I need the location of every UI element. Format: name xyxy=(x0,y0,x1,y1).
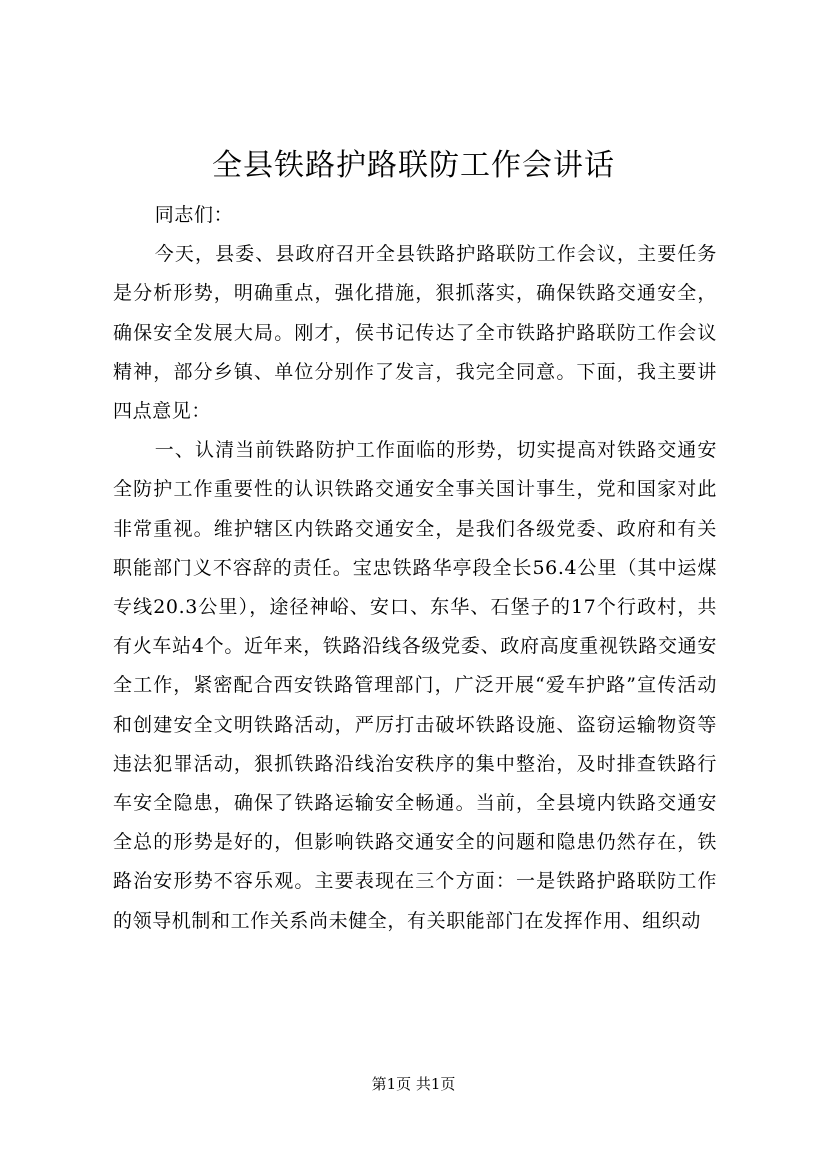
page-footer: 第1页 共1页 xyxy=(371,1075,456,1093)
paragraph-section-one: 一、认清当前铁路防护工作面临的形势，切实提高对铁路交通安全防护工作重要性的认识铁路交通安全事关国计事生，党和国家对此非常重视。维护辖区内铁路交通安全，是我们各级党委、政府和有关职能部门义不容辞的责任。宝忠铁路华亭段全长56.4公里（其中运煤专线20.3公里），途径神峪、安口、东华、石堡子的17个行政村，共有火车站4个。近年来，铁路沿线各级党委、政府高度重视铁路交通安全工作，紧密配合西安铁路管理部门，广泛开展“爱车护路”宣传活动和创建安全文明铁路活动，严厉打击破坏铁路设施、盗窃运输物资等违法犯罪活动，狠抓铁路沿线治安秩序的集中整治，及时排查铁路行车安全隐患，确保了铁路运输安全畅通。当前，全县境内铁路交通安全总的形势是好的，但影响铁路交通安全的问题和隐患仍然存在，铁路治安形势不容乐观。主要表现在三个方面：一是铁路护路联防工作的领导机制和工作关系尚未健全，有关职能部门在发挥作用、组织动 xyxy=(113,439,717,932)
document-title: 全县铁路护路联防工作会讲话 xyxy=(212,148,615,183)
paragraph-intro: 今天，县委、县政府召开全县铁路护路联防工作会议，主要任务是分析形势，明确重点，强化措施，狠抓落实，确保铁路交通安全，确保安全发展大局。刚才，侯书记传达了全市铁路护路联防工作会议精神，部分乡镇、单位分别作了发言，我完全同意。下面，我主要讲四点意见： xyxy=(113,243,717,423)
salutation: 同志们： xyxy=(154,204,234,226)
document-body xyxy=(113,196,717,941)
